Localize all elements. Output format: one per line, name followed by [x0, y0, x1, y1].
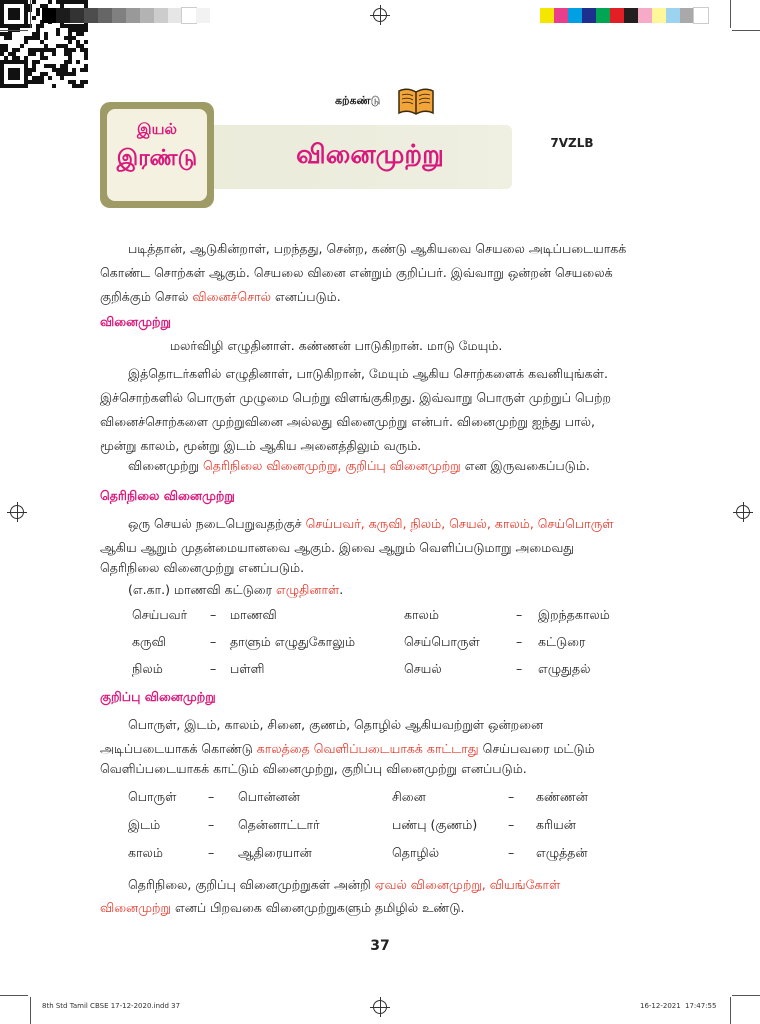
highlight: வினைச்சொல் — [192, 289, 272, 304]
table-cell: – — [210, 661, 217, 676]
highlight: தெரிநிலை வினைமுற்று, குறிப்பு வினைமுற்று — [202, 458, 461, 473]
crop-mark — [732, 995, 760, 996]
color-swatch — [554, 8, 568, 23]
section-label: கற்கண்டு — [335, 94, 381, 107]
crop-mark — [730, 0, 731, 28]
color-swatch — [126, 8, 140, 23]
color-swatch — [610, 8, 624, 23]
text: எனப்படும். — [271, 289, 341, 304]
table-cell: பொருள் — [128, 789, 177, 804]
paragraph-line: இச்சொற்களில் பொருள் முழுமை பெற்று விளங்குகிறது. இவ்வாறு பொருள் முற்றுப் பெற்ற — [100, 390, 612, 405]
paragraph-line — [128, 454, 590, 478]
color-swatch — [652, 8, 666, 23]
chapter-number: இரண்டு — [116, 146, 198, 171]
text: செய்பவரை மட்டும் — [478, 741, 595, 756]
color-swatch — [196, 8, 210, 23]
table-cell: – — [208, 845, 215, 860]
table-cell: பள்ளி — [230, 661, 265, 676]
color-swatch — [680, 8, 694, 23]
highlight: எழுதினாள் — [276, 582, 340, 597]
color-swatch — [42, 8, 56, 23]
registration-mark-right — [736, 505, 750, 519]
table-cell: – — [210, 634, 217, 649]
page-number: 37 — [370, 938, 390, 954]
table-cell: தாளும் எழுதுகோலும் — [230, 634, 356, 649]
table-cell: தொழில் — [392, 845, 440, 860]
intro-line: கொண்ட சொற்கள் ஆகும். செயலை வினை என்றும் குறிப்பர். இவ்வாறு ஒன்றன் செயலைக் — [100, 265, 613, 280]
crop-mark — [730, 997, 731, 1024]
color-swatch — [596, 8, 610, 23]
table-cell: கண்ணன் — [536, 789, 588, 804]
color-swatch — [70, 8, 84, 23]
text: என இருவகைப்படும். — [460, 458, 590, 473]
crop-mark — [732, 30, 760, 31]
highlight: ஏவல் வினைமுற்று, வியங்கோள் — [374, 877, 561, 892]
text: எனப் பிறவகை வினைமுற்றுகளும் தமிழில் உண்டு. — [171, 900, 465, 915]
footer-time: 17:47:55 — [685, 1002, 717, 1010]
crop-mark — [0, 30, 28, 31]
table-cell: காலம் — [404, 607, 439, 622]
paragraph-line — [128, 512, 614, 536]
registration-mark-top — [373, 8, 387, 22]
table-cell: ஆதிரையான் — [238, 845, 312, 860]
qr-code-label: 7VZLB — [541, 136, 603, 150]
color-swatch — [168, 8, 182, 23]
paragraph-line: வெளிப்படையாகக் காட்டும் வினைமுற்று, குறிப்பு வினைமுற்று எனப்படும். — [100, 761, 527, 776]
text: குறிக்கும் சொல் — [100, 289, 193, 304]
table-cell: எழுத்தன் — [536, 845, 588, 860]
color-swatch — [84, 8, 98, 23]
color-swatch — [112, 8, 126, 23]
chapter-label: இயல் — [137, 120, 177, 138]
example-line: மலர்விழி எழுதினாள். கண்ணன் பாடுகிறான். மாடு மேயும். — [170, 338, 503, 353]
color-swatch — [568, 8, 582, 23]
table-cell: – — [516, 634, 523, 649]
table-cell: – — [516, 661, 523, 676]
registration-mark-bottom — [373, 1000, 387, 1014]
color-swatch — [582, 8, 596, 23]
text: வினைமுற்று — [128, 458, 203, 473]
color-swatch — [666, 8, 680, 23]
crop-mark — [30, 0, 31, 28]
section-heading: தெரிநிலை வினைமுற்று — [100, 488, 235, 503]
intro-line: படித்தான், ஆடுகின்றாள், பறந்தது, சென்ற, கண்டு ஆகியவை செயலை அடிப்படையாகக் — [128, 241, 627, 256]
color-swatch — [154, 8, 168, 23]
paragraph-line: வினைச்சொற்களை முற்றுவினை அல்லது வினைமுற்று என்பர். வினைமுற்று ஐந்து பால், — [100, 414, 595, 429]
text: தெரிநிலை, குறிப்பு வினைமுற்றுகள் அன்றி — [128, 877, 375, 892]
table-cell: கரியன் — [536, 817, 576, 832]
color-swatch — [624, 8, 638, 23]
paragraph-line: ஆகிய ஆறும் முதன்மையானவை ஆகும். இவை ஆறும் வெளிப்படுமாறு அமைவது — [100, 540, 575, 555]
color-swatch — [694, 8, 708, 23]
table-cell: – — [508, 789, 515, 804]
section-heading: வினைமுற்று — [100, 314, 172, 329]
color-swatch — [98, 8, 112, 23]
table-cell: செய்பவர் — [132, 607, 188, 622]
table-cell: பண்பு (குணம்) — [392, 817, 478, 832]
text: . — [339, 582, 344, 597]
color-swatch — [56, 8, 70, 23]
table-cell: கட்டுரை — [538, 634, 586, 649]
paragraph-line: இத்தொடர்களில் எழுதினாள், பாடுகிறான், மேயும் ஆகிய சொற்களைக் கவனியுங்கள். — [128, 366, 608, 381]
table-cell: செயல் — [404, 661, 442, 676]
page-title: வினைமுற்று — [296, 140, 444, 170]
table-cell: மாணவி — [230, 607, 277, 622]
text: ஒரு செயல் நடைபெறுவதற்குச் — [128, 516, 306, 531]
crop-mark — [30, 997, 31, 1024]
color-swatch — [638, 8, 652, 23]
color-swatch — [140, 8, 154, 23]
table-cell: – — [508, 845, 515, 860]
table-cell: காலம் — [128, 845, 163, 860]
table-cell: நிலம் — [132, 661, 163, 676]
table-cell: இடம் — [128, 817, 161, 832]
paragraph-line: தெரிநிலை வினைமுற்று எனப்படும். — [100, 560, 305, 575]
highlight: காலத்தை வெளிப்படையாகக் காட்டாது — [256, 741, 479, 756]
example-line — [128, 578, 343, 602]
table-cell: – — [508, 817, 515, 832]
table-cell: செய்பொருள் — [404, 634, 480, 649]
footer-file: 8th Std Tamil CBSE 17-12-2020.indd 37 — [42, 1002, 181, 1010]
color-bar-right — [540, 8, 708, 23]
color-swatch — [182, 8, 196, 23]
table-cell: சினை — [392, 789, 426, 804]
table-cell: தென்னாட்டார் — [238, 817, 320, 832]
text: அடிப்படையாகக் கொண்டு — [100, 741, 257, 756]
paragraph-line — [128, 873, 560, 897]
table-cell: கருவி — [132, 634, 166, 649]
paragraph-line — [100, 896, 464, 920]
paragraph-line: மூன்று காலம், மூன்று இடம் ஆகிய அனைத்திலும் வரும். — [100, 438, 422, 453]
section-heading: குறிப்பு வினைமுற்று — [100, 689, 216, 704]
table-cell: எழுதுதல் — [538, 661, 591, 676]
table-cell: – — [208, 789, 215, 804]
crop-mark — [0, 995, 28, 996]
footer-date: 16-12-2021 — [640, 1002, 681, 1010]
table-cell: இறந்தகாலம் — [538, 607, 610, 622]
registration-mark-left — [10, 505, 24, 519]
table-cell: – — [208, 817, 215, 832]
text: (எ.கா.) மாணவி கட்டுரை — [128, 582, 277, 597]
color-swatch — [540, 8, 554, 23]
highlight: வினைமுற்று — [100, 900, 172, 915]
intro-line — [100, 285, 341, 309]
book-icon — [397, 86, 435, 116]
color-bar-left — [42, 8, 210, 23]
highlight: செய்பவர், கருவி, நிலம், செயல், காலம், செய்பொருள் — [305, 516, 614, 531]
paragraph-line: பொருள், இடம், காலம், சினை, குணம், தொழில் ஆகியவற்றுள் ஒன்றனை — [128, 717, 544, 732]
table-cell: – — [516, 607, 523, 622]
table-cell: – — [210, 607, 217, 622]
table-cell: பொன்னன் — [238, 789, 300, 804]
